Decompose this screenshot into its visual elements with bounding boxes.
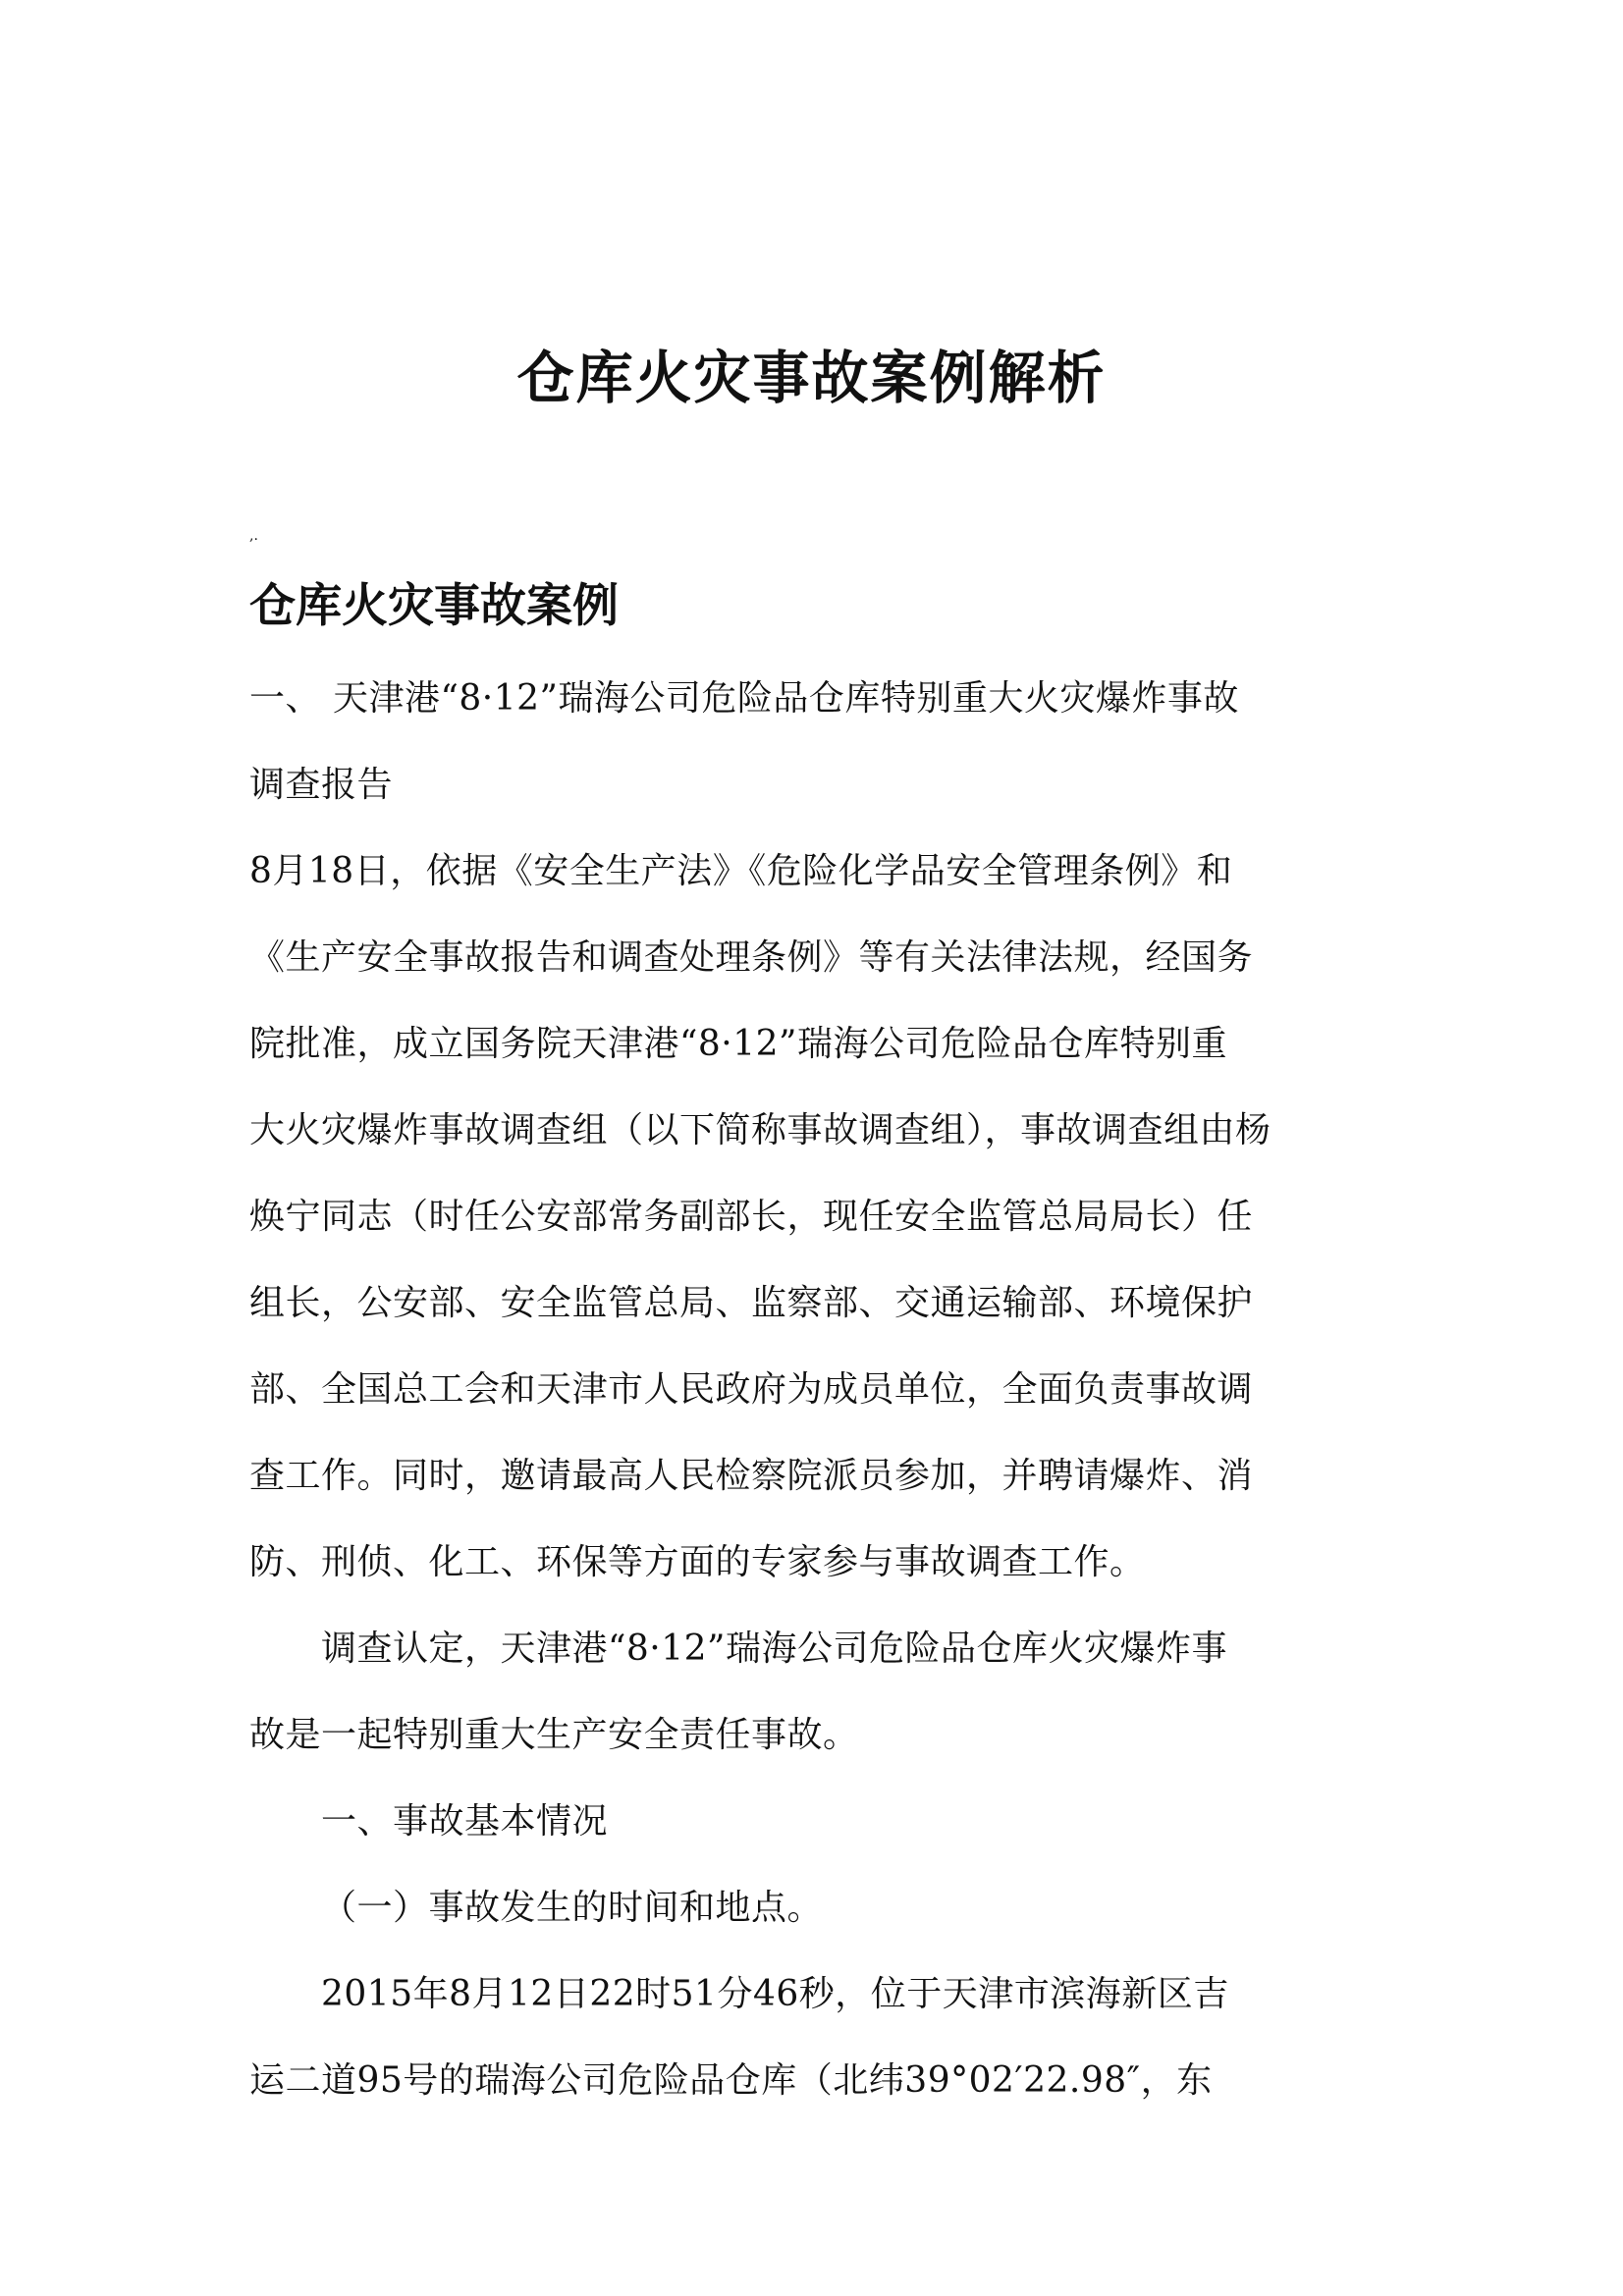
- body-line: 防、刑侦、化工、环保等方面的专家参与事故调查工作。: [249, 1542, 1146, 1582]
- body-line: 调查报告: [249, 765, 394, 805]
- section-heading: 仓库火灾事故案例: [249, 579, 619, 633]
- body-line: 焕宁同志（时任公安部常务副部长，现任安全监管总局局长）任: [249, 1197, 1254, 1237]
- document-body: [249, 656, 1379, 2124]
- subheading: （一）事故发生的时间和地点。: [321, 1888, 824, 1928]
- body-line: 大火灾爆炸事故调查组（以下简称事故调查组），事故调查组由杨: [249, 1110, 1271, 1150]
- body-line: 《生产安全事故报告和调查处理条例》等有关法律法规，经国务: [249, 937, 1254, 978]
- body-line: 2015年8月12日22时51分46秒，位于天津市滨海新区吉: [321, 1974, 1229, 2014]
- body-line: 部、全国总工会和天津市人民政府为成员单位，全面负责事故调: [249, 1369, 1254, 1410]
- body-line: 故是一起特别重大生产安全责任事故。: [249, 1715, 859, 1755]
- stray-mark: ,.: [249, 528, 258, 544]
- body-line: 运二道95号的瑞海公司危险品仓库（北纬39°02′22.98″，东: [249, 2060, 1213, 2101]
- body-line: 查工作。同时，邀请最高人民检察院派员参加，并聘请爆炸、消: [249, 1456, 1254, 1496]
- subheading: 一、事故基本情况: [321, 1801, 609, 1842]
- body-line: 8月18日，依据《安全生产法》《危险化学品安全管理条例》和: [249, 851, 1233, 891]
- body-line: 组长，公安部、安全监管总局、监察部、交通运输部、环境保护: [249, 1283, 1254, 1323]
- body-line: 调查认定，天津港“8·12”瑞海公司危险品仓库火灾爆炸事: [321, 1629, 1227, 1669]
- body-line: 院批准，成立国务院天津港“8·12”瑞海公司危险品仓库特别重: [249, 1024, 1227, 1064]
- document-title: 仓库火灾事故案例解析: [516, 345, 1107, 411]
- body-line: 一、 天津港“8·12”瑞海公司危险品仓库特别重大火灾爆炸事故: [249, 678, 1239, 719]
